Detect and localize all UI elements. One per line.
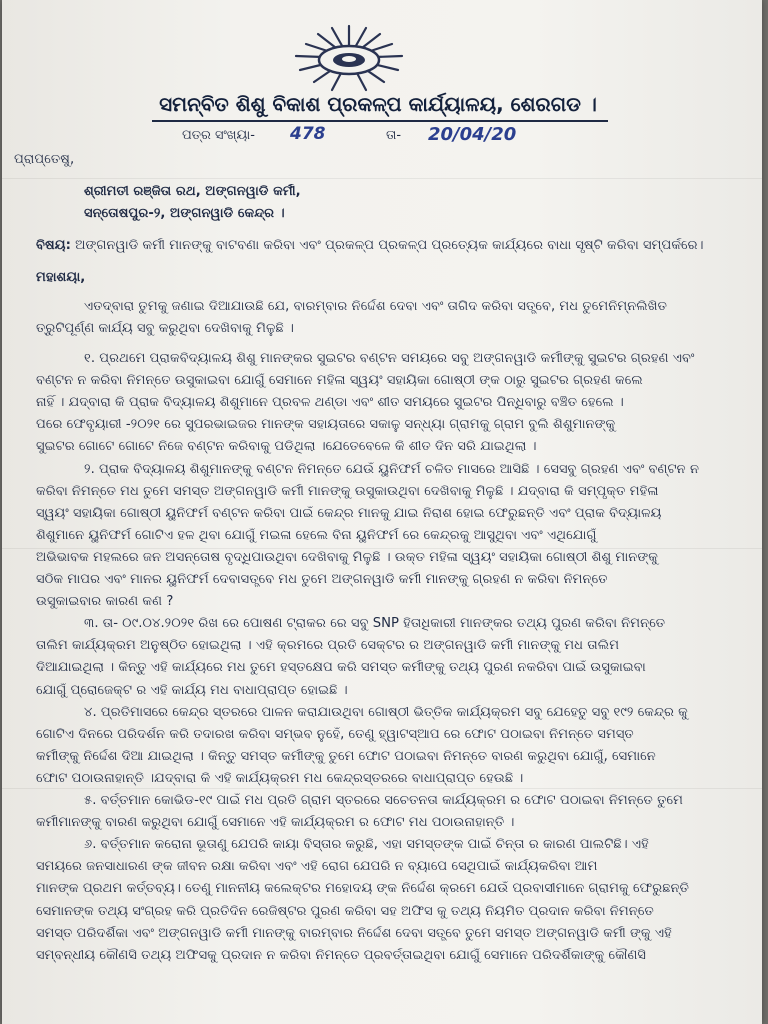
point-2-line: ଉସୁକାଇବାର କାରଣ କଣ ? [36, 594, 174, 609]
recipient-line: ଶ୍ରୀମତୀ ରଞ୍ଜିତା ରଥ, ଅଙ୍ଗନୱାଡି କର୍ମୀ, [84, 184, 301, 199]
point-2-line: ସ୍ୱୟଂ ସହାୟିକା ଗୋଷ୍ଠୀ ୟୁନିଫର୍ମ ବଣ୍ଟନ କରିବା ପାଇଁ କେନ୍ଦ୍ର ମାନକୁ ଯାଇ ନିରାଶ ହୋଇ ଫେରୁଛନ୍ତି ଏବଂ ପ୍ରାକ ବିଦ୍ୟାଳୟ [36, 506, 662, 521]
point-1-line: ସୁଇଟର ଗୋଟେ ଗୋଟେ ନିଜେ ବଣ୍ଟନ କରିବାକୁ ପଡିଥିଲା ।ଯେତେବେଳେ କି ଶୀତ ଦିନ ସରି ଯାଇଥିଲା । [36, 439, 537, 454]
point-6-line: ସମସ୍ତ ପରିଦର୍ଶିକା ଏବଂ ଅଙ୍ଗନୱାଡି କର୍ମୀ ମାନଙ୍କୁ ବାରମ୍ବାର ନିର୍ଦ୍ଦେଶ ଦେବା ସତ୍ତ୍ବେ ତୁମେ ସମସ୍ତ ଅଙ୍ଗନୱାଡି କର୍ମୀ ଙ୍କୁ ଏହି [36, 926, 672, 941]
point-6-line: ସମ୍ବନ୍ଧୀୟ କୌଣସି ତଥ୍ୟ ଅଫିସକୁ ପ୍ରଦାନ ନ କରିବା ନିମନ୍ତେ ପ୍ରବର୍ତ୍ତାଇଥିବା ଯୋଗୁଁ ସେମାନେ ପରିଦର୍ଶିକାଙ୍କୁ କୌଣସି [36, 948, 647, 963]
paper-fold [2, 788, 762, 789]
point-1-line: ୧. ପ୍ରଥମେ ପ୍ରାକବିଦ୍ୟାଳୟ ଶିଶୁ ମାନଙ୍କର ସୁଇଟର ବଣ୍ଟନ ସମୟରେ ସବୁ ଅଙ୍ଗନୱାଡି କର୍ମୀଙ୍କୁ ସୁଇଟର ଗ୍ରହଣ ଏବଂ [84, 351, 695, 366]
point-4-line: କର୍ମୀଙ୍କୁ ନିର୍ଦ୍ଦେଶ ଦିଆ ଯାଇଥିଲା । କିନ୍ତୁ ସମସ୍ତ କର୍ମୀଙ୍କୁ ତୁମେ ଫୋଟ ପଠାଇବା ନିମନ୍ତେ ବାରଣ କରୁଥିବା ଯୋଗୁଁ, ସେମାନେ [36, 749, 656, 764]
office-emblem-icon [284, 20, 414, 100]
point-6-line: ସେମାନଙ୍କ ତଥ୍ୟ ସଂଗ୍ରହ କରି ପ୍ରତିଦିନ ରେଜିଷ୍ଟର ପୁରଣ କରିବା ସହ ଅଫିସ କୁ ତଥ୍ୟ ନିୟମିତ ପ୍ରଦାନ କରିବା ନିମନ୍ତେ [36, 904, 654, 919]
intro-line: ତ୍ରୁଟିପୂର୍ଣ୍ଣ କାର୍ଯ୍ୟ ସବୁ କରୁଥିବା ଦେଖିବାକୁ ମିଳୁଛି । [36, 321, 294, 336]
point-2-line: ୨. ପ୍ରାକ ବିଦ୍ୟାଳୟ ଶିଶୁମାନଙ୍କୁ ବଣ୍ଟନ ନିମନ୍ତେ ଯେଉଁ ୟୁନିଫର୍ମ ଚଳିତ ମାସରେ ଆସିଛି । ସେସବୁ ଗ୍ରହଣ ଏବଂ ବଣ୍ଟନ ନ [84, 462, 700, 477]
point-4-line: ଫୋଟ ପଠାଉନାହାନ୍ତି ।ଯଦ୍ବାରା କି ଏହି କାର୍ଯ୍ୟକ୍ରମ ମଧ କେନ୍ଦ୍ରସ୍ତରରେ ବାଧାପ୍ରାପ୍ତ ହେଉଛି । [36, 771, 524, 786]
subject-line [36, 238, 736, 253]
title-underline [152, 120, 608, 122]
point-3-line: ଯୋଗୁଁ ପ୍ରୋଜେକ୍ଟ ର ଏହି କାର୍ଯ୍ୟ ମଧ ବାଧାପ୍ରାପ୍ତ ହୋଇଛି । [36, 683, 348, 698]
point-4-line: ଗୋଟିଏ ଦିନରେ ପରିଦର୍ଶନ କରି ତଦାରଖ କରିବା ସମ୍ଭବ ନୁହେଁ, ତେଣୁ ହ୍ୱାଟସ୍ଆପ ରେ ଫୋଟ ପଠାଇବା ନିମନ୍ତେ ସମସ୍ତ [36, 727, 634, 742]
office-title: ସମନ୍ବିତ ଶିଶୁ ବିକାଶ ପ୍ରକଳ୍ପ କାର୍ଯ୍ୟାଳୟ, ଶେରଗଡ । [159, 92, 597, 116]
salutation: ମହାଶୟା, [36, 270, 86, 285]
point-3-line: ତାଲିମ କାର୍ଯ୍ୟକ୍ରମ ଅନୁଷ୍ଠିତ ହୋଇଥିଲା । ଏହି କ୍ରମରେ ପ୍ରତି ସେକ୍ଟର ର ଅଙ୍ଗନୱାଡି କର୍ମୀ ମାନଙ୍କୁ ମଧ ତାଲିମ [36, 638, 620, 653]
date-label: ତା- [386, 128, 402, 143]
letter-date: 20/04/20 [428, 124, 517, 145]
paper-fold [2, 178, 762, 179]
point-2-line: ସଠିକ ମାପର ଏବଂ ମାନର ୟୁନିଫର୍ମ ଦେବାସତ୍ତ୍ବେ ମଧ ତୁମେ ଅଙ୍ଗନୱାଡି କର୍ମୀ ମାନଙ୍କୁ ଗ୍ରହଣ ନ କରିବା ନିମନ୍ତେ [36, 572, 608, 587]
point-5-line: ୫. ବର୍ତ୍ତମାନ କୋଭିଡ-୧୯ ପାଇଁ ମଧ ପ୍ରତି ଗ୍ରାମ ସ୍ତରରେ ସଚେତନତା କାର୍ଯ୍ୟକ୍ରମ ର ଫୋଟ ପଠାଇବା ନିମନ୍ତେ ତୁମେ [84, 793, 683, 808]
paper-fold [2, 548, 762, 549]
point-1-line: ପରେ ଫେବୃୟାରୀ -୨୦୨୧ ରେ ସୁପରଭାଇଜର ମାନଙ୍କ ସହାୟତାରେ ସକାଳୁ ସନ୍ଧ୍ୟା ଗ୍ରାମକୁ ଗ୍ରାମ ବୁଲି ଶିଶୁମାନଙ୍କୁ [36, 417, 616, 432]
letter-number: 478 [290, 124, 326, 144]
point-2-line: କରିବା ନିମନ୍ତେ ମଧ ତୁମେ ସମସ୍ତ ଅଙ୍ଗନୱାଡି କର୍ମୀ ମାନଙ୍କୁ ଉସୁକାଉଥିବା ଦେଖିବାକୁ ମିଳୁଛି । ଯଦ୍ବାରା କି ସମ୍ପୃକ୍ତ ମହିଳା [36, 484, 659, 499]
point-5-line: କର୍ମୀମାନଙ୍କୁ ବାରଣ କରୁଥିବା ଯୋଗୁଁ ସେମାନେ ଏହି କାର୍ଯ୍ୟକ୍ରମ ର ଫୋଟ ମଧ ପଠାଉନାହାନ୍ତି । [36, 815, 515, 830]
point-2-line: ଅଭିଭାବକ ମହଲରେ ଜନ ଅସନ୍ତୋଷ ବୃଦ୍ଧିପାଉଥିବା ଦେଖିବାକୁ ମିଳୁଛି । ଉକ୍ତ ମହିଳା ସ୍ୱୟଂ ସହାୟିକା ଗୋଷ୍ଠୀ ଶିଶୁ ମାନଙ୍କୁ [36, 550, 659, 565]
point-4-line: ୪. ପ୍ରତିମାସରେ କେନ୍ଦ୍ର ସ୍ତରରେ ପାଳନ କରାଯାଉଥିବା ଗୋଷ୍ଠୀ ଭିତ୍ତିକ କାର୍ଯ୍ୟକ୍ରମ ସବୁ ଯେହେତୁ ସବୁ ୧୯୨ କେନ୍ଦ୍ର କୁ [84, 705, 688, 720]
subject-label: ବିଷୟ: [36, 238, 71, 253]
point-6-line: ୬. ବର୍ତ୍ତମାନ କରୋନା ଭୂତାଣୁ ଯେପରି କାୟା ବିସ୍ତାର କରୁଛି, ଏହା ସମସ୍ତଙ୍କ ପାଇଁ ଚିନ୍ତା ର କାରଣ ପାଲଟିଛି। ଏହି [84, 837, 649, 852]
point-3-line: ଦିଆଯାଇଥିଲା । କିନ୍ତୁ ଏହି କାର୍ଯ୍ୟରେ ମଧ ତୁମେ ହସ୍ତକ୍ଷେପ କରି ସମସ୍ତ କର୍ମୀଙ୍କୁ ତଥ୍ୟ ପୁରଣ ନକରିବା ପାଇଁ ଉସୁକାଇବା [36, 660, 646, 675]
subject-text: ଅଙ୍ଗନୱାଡି କର୍ମୀ ମାନଙ୍କୁ ବାଟବଣା କରିବା ଏବଂ ପ୍ରକଳ୍ପ ପ୍ରକଳ୍ପ ପ୍ରତ୍ୟେକ କାର୍ଯ୍ୟରେ ବାଧା ସୃଷ୍ଟି କରିବା ସମ୍ପର୍କରେ। [75, 238, 704, 253]
recipient-line: ସନ୍ତୋଷପୁର-୨, ଅଙ୍ଗନୱାଡି କେନ୍ଦ୍ର । [84, 206, 285, 221]
letter-page [2, 0, 762, 1024]
point-2-line: ଶିଶୁମାନେ ୟୁନିଫର୍ମ ଗୋଟିଏ ହଳ ଥିବା ଯୋଗୁଁ ମଇଳା ହେଲେ ବିନା ୟୁନିଫର୍ମ ରେ କେନ୍ଦ୍ରକୁ ଆସୁଥିବା ଏବଂ ଏଥିଯୋଗୁଁ [36, 528, 597, 543]
letter-number-label: ପତ୍ର ସଂଖ୍ୟା- [182, 128, 255, 143]
intro-line: ଏତଦ୍ବାରା ତୁମକୁ ଜଣାଇ ଦିଆଯାଉଛି ଯେ, ବାରମ୍ବାର ନିର୍ଦ୍ଦେଶ ଦେବା ଏବଂ ତାଗିଦ କରିବା ସତ୍ତ୍ବେ, ମଧ ତୁମେନିମ୍ନଲିଖିତ [84, 299, 668, 314]
point-6-line: ମାନଙ୍କ ପ୍ରଥମ କର୍ତ୍ତବ୍ୟ। ତେଣୁ ମାନନୀୟ କଲେକ୍ଟର ମହୋଦୟ ଙ୍କ ନିର୍ଦ୍ଦେଶ କ୍ରମେ ଯେଉଁ ପ୍ରବାସୀମାନେ ଗ୍ରାମକୁ ଫେରୁଛନ୍ତି [36, 881, 690, 896]
point-3-line: ୩. ତା- ୦୯.୦୪.୨୦୨୧ ରିଖ ରେ ପୋଷଣ ଟ୍ରାକର ରେ ସବୁ SNP ହିତାଧିକାରୀ ମାନଙ୍କର ତଥ୍ୟ ପୁରଣ କରିବା ନିମନ୍ତେ [84, 616, 666, 631]
point-6-line: ସମୟରେ ଜନସାଧାରଣ ଙ୍କ ଜୀବନ ରକ୍ଷା କରିବା ଏବଂ ଏହି ରୋଗ ଯେପରି ନ ବ୍ୟାପେ ସେଥିପାଇଁ କାର୍ଯ୍ୟକରିବା ଆମ [36, 859, 598, 874]
addressee-greeting: ପ୍ରାପ୍ତେଷୁ, [14, 152, 75, 167]
point-1-line: ବଣ୍ଟନ ନ କରିବା ନିମନ୍ତେ ଉସୁକାଇବା ଯୋଗୁଁ ସେମାନେ ମହିଳା ସ୍ୱୟଂ ସହାୟିକା ଗୋଷ୍ଠୀ ଙ୍କ ଠାରୁ ସୁଇଟର ଗ୍ରହଣ କଲେ [36, 373, 643, 388]
point-1-line: ନାହିଁ । ଯଦ୍ବାରା କି ପ୍ରାକ ବିଦ୍ୟାଳୟ ଶିଶୁମାନେ ପ୍ରବଳ ଥଣ୍ଡା ଏବଂ ଶୀତ ସମୟରେ ସୁଇଟର ପିନ୍ଧିବାରୁ ବଞ୍ଚିତ ହେଲେ । [36, 395, 624, 410]
